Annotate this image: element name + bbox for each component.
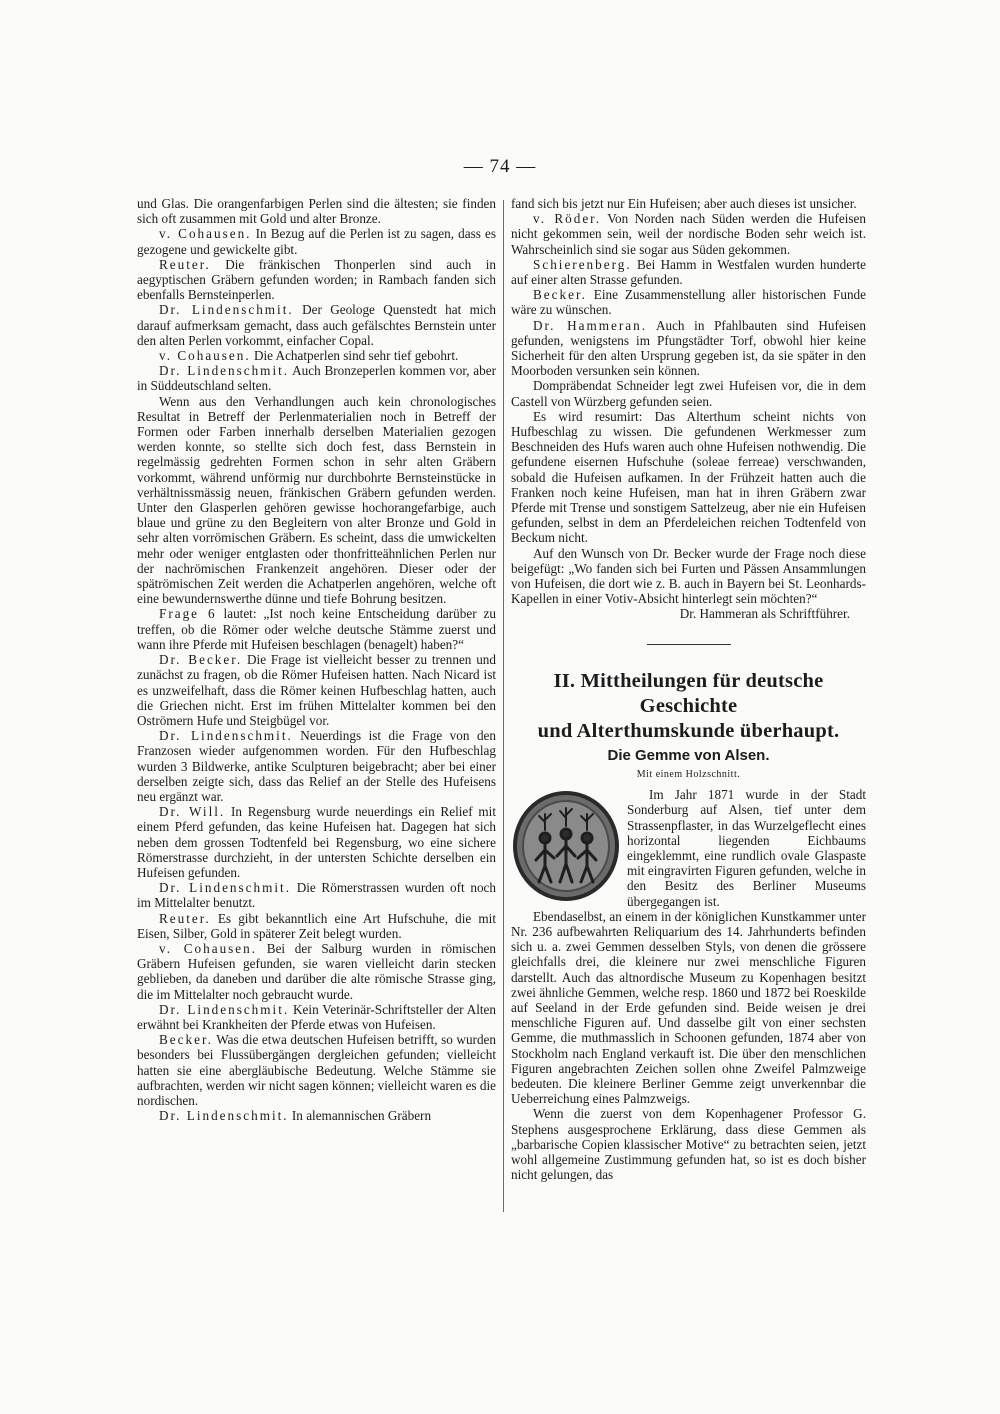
paragraph bbox=[511, 196, 866, 211]
paragraph bbox=[137, 348, 496, 363]
speaker-name: v. Cohausen. bbox=[159, 226, 252, 242]
speaker-name: Dr. Lindenschmit. bbox=[159, 1108, 289, 1124]
speaker-name: Schierenberg. bbox=[533, 256, 632, 272]
right-column bbox=[511, 196, 866, 1182]
paragraph bbox=[511, 409, 866, 546]
speaker-name: Dr. Will. bbox=[159, 804, 226, 820]
paragraph-text: und Glas. Die orangenfarbigen Perlen sind die ältesten; sie finden sich oft zusammen mit Gold und alter Bronze. bbox=[137, 196, 496, 227]
signature: Dr. Hammeran als Schriftführer. bbox=[679, 606, 850, 622]
paragraph bbox=[137, 804, 496, 880]
paragraph bbox=[511, 318, 866, 379]
paragraph-text: Neuerdings ist die Frage von den Franzosen wieder aufgenommen worden. Für den Hufbeschlag wurden 3 Bildwerke, antike Sculpturen beigebracht; aber bei einer derselben zeigte sich, dass das Relief an der Stelle des Hufeisens neu ergänzt war. bbox=[137, 728, 496, 804]
speaker-name: Dr. Becker. bbox=[159, 652, 243, 668]
page-number: — 74 — bbox=[463, 156, 537, 177]
paragraph-text: In Regensburg wurde neuerdings ein Relief mit einem Pferd gefunden, das keine Hufeisen hat. Dagegen hat sich neben dem grossen Todtenfeld bei Regensburg, wo eine sichere Römerstrasse durchzieht, in der untersten Schichte derselben ein Hufeisen gefunden. bbox=[137, 804, 497, 880]
paragraph-text: Die Achatperlen sind sehr tief gebohrt. bbox=[250, 348, 459, 364]
paragraph bbox=[137, 257, 496, 303]
speaker-name: v. Cohausen. bbox=[159, 348, 251, 364]
paragraph bbox=[511, 257, 866, 287]
paragraph-text: Es gibt bekanntlich eine Art Hufschuhe, die mit Eisen, Silber, Gold in späterer Zeit belegt wurden. bbox=[137, 910, 496, 941]
paragraph bbox=[137, 226, 496, 256]
paragraph-text: Bei Hamm in Westfalen wurden hunderte auf einer alten Strasse gefunden. bbox=[511, 256, 866, 288]
paragraph bbox=[137, 941, 496, 1002]
paragraph-text: Es wird resumirt: Das Alterthum scheint nichts von Hufbeschlag zu wissen. Die gefundenen Werkmesser zum Beschneiden des Hufs waren auch ohne Hufeisen nothwendig. Die gefundene eisernen Hufschuhe (soleae ferreae) verschwanden, sobald die Hufeisen aufkamen. In der Frühzeit hatten auch die Franken noch keine Hufeisen, man hat in ihren Gräbern zwar Pferde mit Trense und sonstigem Sattelzeug, aber nie ein Hufeisen gefunden, selbst in dem an Pferdeleichen reichen Todtenfeld von Beckum nicht. bbox=[511, 408, 866, 546]
paragraph bbox=[137, 728, 496, 804]
paragraph-text: Von Norden nach Süden werden die Hufeisen nicht gekommen sein, weil der nordische Boden sehr weich ist. Wahrscheinlich sind sie sogar aus Süden gekommen. bbox=[511, 211, 866, 257]
speaker-name: v. Röder. bbox=[533, 211, 602, 227]
column-divider bbox=[503, 200, 504, 1212]
gem-illustration bbox=[511, 790, 621, 902]
article-paragraph: Im Jahr 1871 wurde in der Stadt Sonderburg auf Alsen, tief unter dem Strassenpflaster, in das Wurzelgeflecht eines horizontal liegenden Eichbaums eingeklemmt, eine rundlich ovale Glaspaste mit eingravirten Figuren gefunden, welche in den Besitz des Berliner Museums übergegangen ist. bbox=[627, 787, 866, 909]
paragraph-text: fand sich bis jetzt nur Ein Hufeisen; aber auch dieses ist unsicher. bbox=[511, 196, 857, 211]
paragraph bbox=[137, 302, 496, 348]
paragraph-text: Der Geologe Quenstedt hat mich darauf aufmerksam gemacht, dass auch gefälschtes Bernstein unter den alten Perlen vorkommt, einfacher Copal. bbox=[137, 302, 496, 348]
speaker-name: Dr. Hammeran. bbox=[533, 317, 648, 333]
speaker-name: Dr. Lindenschmit. bbox=[159, 302, 294, 318]
speaker-name: Becker. bbox=[533, 287, 587, 303]
paragraph bbox=[511, 211, 866, 257]
article-paragraph: Ebendaselbst, an einem in der königlichen Kunstkammer unter Nr. 236 aufbewahrten Reliquarium des 14. Jahrhunderts befinden sich u. a. zwei Gemmen desselben Styls, von denen die grössere gleichfalls drei, die kleinere nur zwei menschliche Figuren darstellt. Auch das altnordische Museum zu Kopenhagen besitzt zwei ähnliche Gemmen, welche resp. 1860 und 1872 bei Roeskilde auf Seeland in der Erde gefunden sind. Beide weisen je drei menschliche Figuren auf. Und dasselbe gilt von einer sechsten Gemme, die muthmasslich in Schoonen gefunden, 1874 aber von Stockholm nach England verkauft ist. Die über den menschlichen Figuren angebrachten Zeichen sollen ohne Zweifel Palmzweige bedeuten. Die kleinere Berliner Gemme zeigt unverkennbar die Ueberreichung eines Palmzweigs. bbox=[511, 908, 866, 1107]
paragraph bbox=[137, 196, 496, 226]
paragraph bbox=[137, 652, 496, 728]
paragraph-text: Dompräbendat Schneider legt zwei Hufeisen vor, die in dem Castell von Würzberg gefunden seien. bbox=[511, 378, 866, 409]
paragraph bbox=[137, 363, 496, 393]
speaker-name: Dr. Lindenschmit. bbox=[159, 880, 291, 896]
paragraph-text: Auch in Pfahlbauten sind Hufeisen gefunden, wenigstens im Pfungstädter Torf, obwohl hier keine Sicherheit für den alten Ursprung gegeben ist, da sie später in den Moorboden versunken sein können. bbox=[511, 317, 866, 379]
paragraph bbox=[137, 606, 496, 652]
paragraph bbox=[511, 287, 866, 317]
speaker-name: Reuter. bbox=[159, 256, 211, 272]
article-title: Die Gemme von Alsen. bbox=[607, 746, 770, 764]
paragraph-text: Wenn aus den Verhandlungen auch kein chronologisches Resultat in Betreff der Perlenmaterialien noch in Betreff der Formen oder Farben innerhalb derselben Materialien gezogen werden konnte, so stellte sich doch fest, dass Bernstein in regelmässig gedrehten Formen schon in sehr alten Gräbern vorkommt, während unförmig nur durchbohrte Bernsteinstücke in verhältnissmässig neuen, fränkischen Gräbern gefunden werden. Unter den Glasperlen gehören gewisse hochorangefarbige, auch blaue und grüne zu den Begleitern von alter Bronze und Gold in sehr alten vorrömischen Gräbern. Es scheint, dass die umwickelten mehr oder weniger entglasten oder thonfritteähnlichen Perlen nur der nachrömischen Frankenzeit angehören. Dieser oder der spätrömischen Zeit werden die Achatperlen angehören, welche oft eine bewundernswerthe dünne und tiefe Bohrung besitzen. bbox=[137, 393, 496, 607]
illustration-note: Mit einem Holzschnitt. bbox=[636, 768, 741, 780]
paragraph-text: In Bezug auf die Perlen ist zu sagen, dass es gezogene und gewickelte gibt. bbox=[137, 226, 496, 257]
paragraph bbox=[137, 1002, 496, 1032]
paragraph-text: Auf den Wunsch von Dr. Becker wurde der Frage noch diese beigefügt: „Wo fanden sich bei Furten und Pässen Ansammlungen von Hufeisen, die dort wie z. B. auch in Bayern bei St. Leonhards-Kapellen in einer Votiv-Absicht hinterlegt sein möchten?“ bbox=[511, 545, 866, 607]
paragraph-text: Kein Veterinär-Schriftsteller der Alten erwähnt bei Krankheiten der Pferde etwas von Hufeisen. bbox=[137, 1001, 496, 1032]
paragraph-text: Eine Zusammenstellung aller historischen Funde wäre zu wünschen. bbox=[511, 287, 866, 318]
paragraph bbox=[511, 546, 866, 607]
paragraph-text: In alemannischen Gräbern bbox=[288, 1108, 432, 1124]
speaker-name: Dr. Lindenschmit. bbox=[159, 363, 290, 379]
paragraph bbox=[511, 378, 866, 408]
section-rule bbox=[647, 644, 731, 645]
paragraph-text: Was die etwa deutschen Hufeisen betrifft, so wurden besonders bei Flussübergängen dergleichen gefunden; vielleicht hatten sie eine abergläubische Bedeutung. Welche Stämme sie aufbrachten, werden wir nicht sagen können; vielleicht waren es die nordischen. bbox=[137, 1032, 496, 1108]
speaker-name: Reuter. bbox=[159, 910, 211, 926]
paragraph bbox=[137, 1108, 496, 1123]
article-paragraph: Wenn die zuerst von dem Kopenhagener Professor G. Stephens ausgesprochene Erklärung, dass diese Gemmen als „barbarische Copien klassischer Motive“ zu betrachten seien, jetzt wohl allgemeine Zustimmung gefunden hat, so ist es doch bisher nicht gelungen, das bbox=[511, 1106, 866, 1183]
paragraph bbox=[137, 911, 496, 941]
speaker-name: Frage 6 bbox=[159, 606, 217, 622]
paragraph-text: Die Römerstrassen wurden oft noch im Mittelalter benutzt. bbox=[137, 880, 496, 911]
paragraph bbox=[137, 880, 496, 910]
paragraph-text: Die Frage ist vielleicht besser zu trennen und zunächst zu fragen, ob die Römer Hufeisen hatten. Nach Nicard ist es unzweifelhaft, dass die Römer keinen Hufbeschlag hatten, auch die Griechen nicht. Erst im frühen Mittelalter kommen bei den Oströmern Hufe und Steigbügel vor. bbox=[137, 652, 496, 728]
paragraph-text: Bei der Salburg wurden in römischen Gräbern Hufeisen gefunden, sie waren vielleicht darin stecken geblieben, da daneben und darüber die alte römische Strasse ging, die im Mittelalter noch gebraucht wurde. bbox=[137, 940, 496, 1002]
paragraph-text: Die fränkischen Thonperlen sind auch in aegyptischen Gräbern gefunden worden; in Rambach fanden sich ebenfalls Bernsteinperlen. bbox=[137, 256, 496, 303]
speaker-name: Becker. bbox=[159, 1032, 213, 1048]
paragraph-text: Auch Bronzeperlen kommen vor, aber in Süddeutschland selten. bbox=[137, 363, 496, 394]
paragraph bbox=[137, 1032, 496, 1108]
speaker-name: v. Cohausen. bbox=[159, 940, 258, 956]
section-title: II. Mittheilungen für deutsche Geschichte und Alterthumskunde überhaupt. bbox=[537, 669, 840, 742]
paragraph-text: lautet: „Ist noch keine Entscheidung darüber zu treffen, ob die Römer oder welche deutsche Stämme zuerst und wann ihre Pferde mit Hufeisen beschlagen (benagelt) haben?“ bbox=[137, 606, 496, 652]
left-column bbox=[137, 196, 496, 1123]
paragraph bbox=[137, 394, 496, 607]
speaker-name: Dr. Lindenschmit. bbox=[159, 1001, 290, 1017]
speaker-name: Dr. Lindenschmit. bbox=[159, 728, 293, 744]
